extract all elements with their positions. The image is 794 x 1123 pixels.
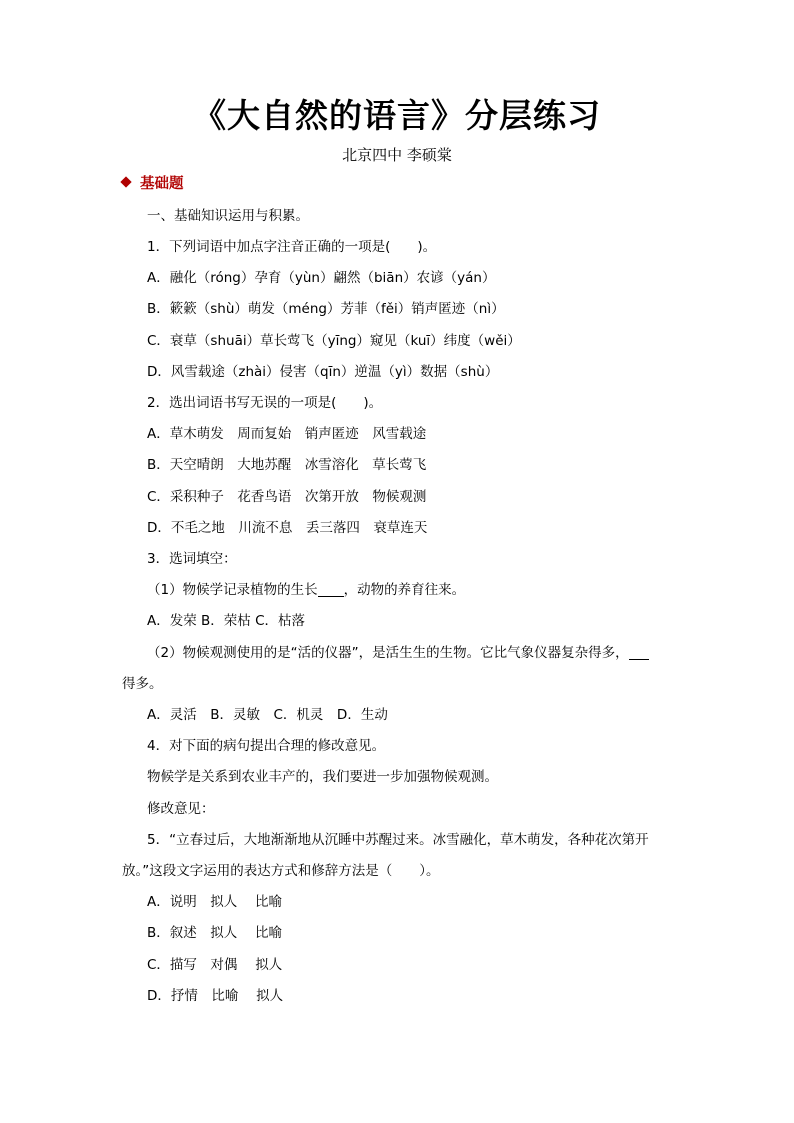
section-heading [122, 174, 184, 194]
diamond-bullet-icon [120, 176, 131, 187]
question-2-option-c: C．采积种子 花香鸟语 次第开放 物候观测 [147, 489, 427, 505]
question-3-part-2-options: A．灵活 B．灵敏 C．机灵 D．生动 [147, 707, 388, 723]
question-5-option-c: C．描写 对偶 拟人 [147, 957, 283, 973]
page-title: 《大自然的语言》分层练习 [193, 96, 601, 135]
question-3: 3．选词填空： [147, 551, 237, 567]
question-2-option-b: B．天空晴朗 大地苏醒 冰雪溶化 草长莺飞 [147, 457, 427, 473]
question-1-option-b: B．簌簌（shù）萌发（méng）芳菲（fěi）销声匿迹（nì） [147, 301, 505, 317]
question-3-part-1-text-after: ，动物的养育往来。 [343, 582, 466, 598]
question-3-part-1-options: A．发荣 B．荣枯 C．枯落 [147, 613, 306, 629]
part-heading: 一、基础知识运用与积累。 [147, 208, 309, 224]
question-4-revise-label: 修改意见： [147, 801, 215, 817]
question-2: 2．选出词语书写无误的一项是( )。 [147, 395, 383, 411]
question-3-part-2 [147, 643, 649, 663]
question-1-option-d: D．风雪载途（zhài）侵害（qīn）逆温（yì）数据（shù） [147, 364, 499, 380]
question-5: 5．“立春过后，大地渐渐地从沉睡中苏醒过来。冰雪融化，草木萌发，各种花次第开 [147, 832, 649, 848]
question-3-part-2-continued: 得多。 [122, 676, 163, 692]
question-1: 1．下列词语中加点字注音正确的一项是( )。 [147, 239, 437, 255]
question-3-part-1-text-before: （1）物候学记录植物的生长 [147, 582, 318, 598]
question-3-part-1 [147, 580, 465, 600]
question-1-option-c: C．衰草（shuāi）草长莺飞（yīng）窥见（kuī）纬度（wěi） [147, 333, 521, 349]
question-4-sentence: 物候学是关系到农业丰产的，我们要进一步加强物候观测。 [147, 769, 498, 785]
question-2-option-d: D．不毛之地 川流不息 丢三落四 衰草连天 [147, 520, 428, 536]
answer-blank[interactable] [318, 582, 344, 597]
author-line: 北京四中 李硕棠 [342, 146, 452, 164]
question-1-option-a: A．融化（róng）孕育（yùn）翩然（biān）农谚（yán） [147, 270, 496, 286]
question-5-option-b: B．叙述 拟人 比喻 [147, 925, 283, 941]
question-3-part-2-text: （2）物候观测使用的是“活的仪器”，是活生生的生物。它比气象仪器复杂得多， [147, 645, 629, 661]
answer-blank[interactable] [629, 645, 649, 660]
question-5-option-d: D．抒情 比喻 拟人 [147, 988, 284, 1004]
question-5-continued: 放。”这段文字运用的表达方式和修辞方法是（ ）。 [122, 863, 440, 879]
section-heading-label: 基础题 [140, 176, 184, 192]
question-4: 4．对下面的病句提出合理的修改意见。 [147, 738, 386, 754]
question-5-option-a: A．说明 拟人 比喻 [147, 894, 283, 910]
question-2-option-a: A．草木萌发 周而复始 销声匿迹 风雪载途 [147, 426, 427, 442]
